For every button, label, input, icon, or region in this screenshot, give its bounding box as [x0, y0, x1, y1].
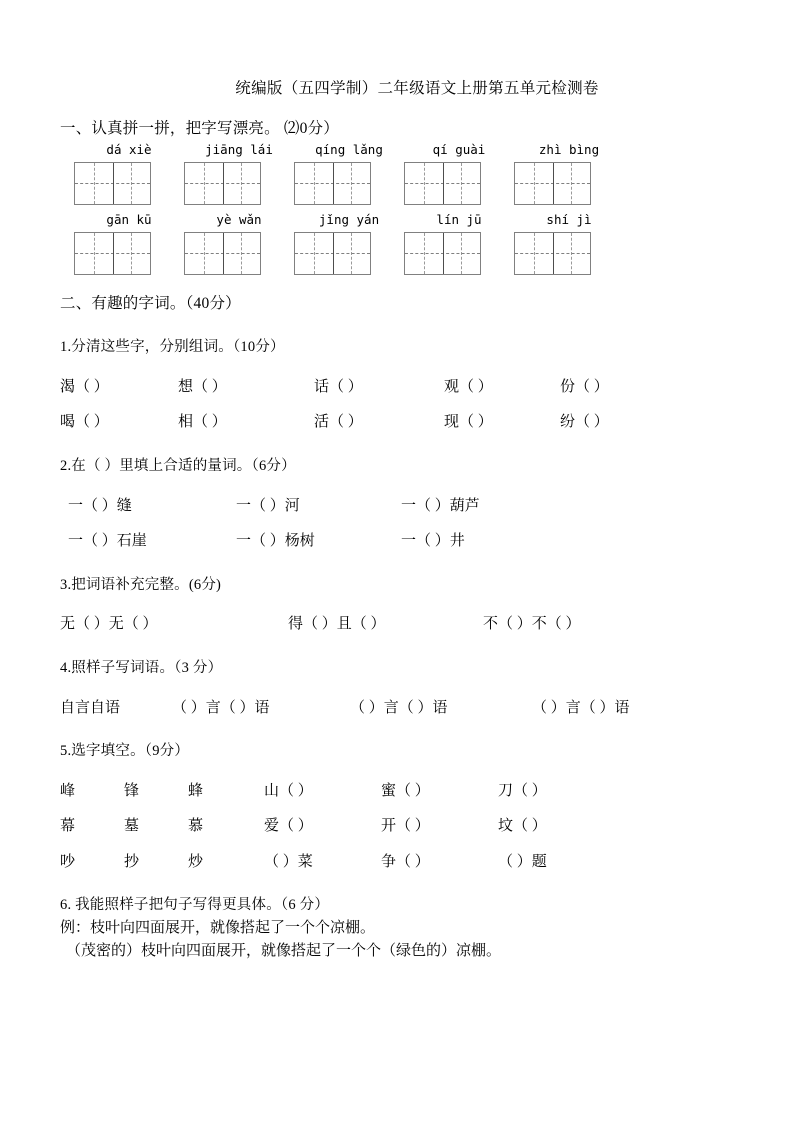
question-2-row-2 [60, 530, 734, 553]
tianzige-box[interactable] [184, 162, 261, 205]
tianzige-box[interactable] [404, 232, 481, 275]
choice-character: 幕 [60, 818, 76, 835]
grid-divider-vertical [333, 233, 334, 274]
choice-blank-cell[interactable]: 争（ ） [381, 853, 430, 870]
pinyin-cell: gān kū [106, 211, 152, 227]
measure-word-cell[interactable]: 一（ ）石崖 [68, 533, 147, 550]
section-heading-one: 一、认真拼一拼，把字写漂亮。 ⑵0分） [60, 119, 339, 137]
tianzige-box[interactable] [74, 232, 151, 275]
question-3-prompt: 3.把词语补充完整。(6分) [60, 576, 222, 593]
writing-grid-slot [404, 162, 514, 205]
question-5-row-1 [60, 780, 734, 803]
choice-blank-cell[interactable]: 刀（ ） [498, 782, 547, 799]
pinyin-cell: qí guài [432, 141, 486, 157]
pinyin-cell: jiāng lái [205, 141, 273, 157]
section-heading-two: 二、有趣的字词。（40分） [60, 294, 241, 312]
writing-grid-slot [404, 232, 514, 275]
grid-divider-vertical [113, 233, 114, 274]
pinyin-cell: yè wǎn [216, 211, 262, 227]
pinyin-cell: shí jì [546, 211, 592, 227]
tianzige-box[interactable] [184, 232, 261, 275]
question-4-row [60, 697, 734, 720]
measure-word-cell[interactable]: 一（ ）井 [401, 533, 465, 550]
grid-divider-vertical [443, 233, 444, 274]
word-pair-cell[interactable]: 渴（ ） [60, 378, 109, 395]
pinyin-cell: qíng lǎng [315, 141, 383, 157]
grid-divider-vertical [443, 163, 444, 204]
choice-blank-cell[interactable]: 开（ ） [381, 818, 430, 835]
word-pair-cell[interactable]: 想（ ） [178, 378, 227, 395]
question-1-row-1 [60, 376, 734, 399]
grid-divider-vertical [553, 233, 554, 274]
page-title: 统编版（五四学制）二年级语文上册第五单元检测卷 [235, 80, 599, 97]
question-2-prompt: 2.在（ ）里填上合适的量词。（6分） [60, 457, 296, 474]
idiom-blank-cell[interactable]: 不（ ）不（ ） [483, 616, 581, 633]
idiom-blank-cell[interactable]: 得（ ）且（ ） [288, 616, 386, 633]
choice-character-group [60, 780, 264, 803]
pinyin-cell: zhì bìng [538, 141, 600, 157]
question-1-row-2 [60, 411, 734, 434]
measure-word-cell[interactable]: 一（ ）杨树 [236, 533, 315, 550]
choice-character-group [60, 851, 264, 874]
choice-character: 墓 [124, 818, 140, 835]
writing-grid-slot [294, 162, 404, 205]
grid-divider-vertical [223, 163, 224, 204]
pinyin-row-1 [60, 140, 734, 160]
question-5-row-3 [60, 851, 734, 874]
grid-divider-vertical [113, 163, 114, 204]
writing-grid-row-2 [60, 232, 734, 275]
grid-divider-vertical [553, 163, 554, 204]
grid-divider-vertical [223, 233, 224, 274]
writing-grid-slot [514, 232, 624, 275]
word-pair-cell[interactable]: 活（ ） [314, 414, 363, 431]
pinyin-cell: lín jū [436, 211, 482, 227]
choice-blank-cell[interactable]: 山（ ） [264, 782, 313, 799]
question-1-prompt: 1.分清这些字，分别组词。（10分） [60, 339, 285, 356]
question-5-row-2 [60, 815, 734, 838]
choice-character-group [60, 815, 264, 838]
writing-grid-slot [74, 162, 184, 205]
word-pair-cell[interactable]: 相（ ） [178, 414, 227, 431]
tianzige-box[interactable] [514, 232, 591, 275]
writing-grid-row-1 [60, 162, 734, 205]
word-pair-cell[interactable]: 观（ ） [444, 378, 493, 395]
pattern-blank-cell[interactable]: （ ）言（ ）语 [172, 699, 270, 716]
question-6-prompt: 6. 我能照样子把句子写得更具体。（6 分） [60, 897, 330, 914]
word-pair-cell[interactable]: 现（ ） [444, 414, 493, 431]
question-2-row-1 [60, 495, 734, 518]
pattern-example: 自言自语 [60, 699, 121, 716]
writing-grid-slot [184, 162, 294, 205]
choice-character: 峰 [60, 782, 76, 799]
tianzige-box[interactable] [294, 232, 371, 275]
writing-grid-slot [184, 232, 294, 275]
pinyin-row-2 [60, 210, 734, 230]
pinyin-cell: jǐng yán [318, 211, 380, 227]
word-pair-cell[interactable]: 喝（ ） [60, 414, 109, 431]
writing-grid-slot [294, 232, 404, 275]
pattern-blank-cell[interactable]: （ ）言（ ）语 [532, 699, 630, 716]
writing-grid-slot [514, 162, 624, 205]
word-pair-cell[interactable]: 纷（ ） [560, 414, 609, 431]
grid-divider-vertical [333, 163, 334, 204]
question-4-prompt: 4.照样子写词语。（3 分） [60, 659, 223, 676]
tianzige-box[interactable] [74, 162, 151, 205]
pinyin-cell: dá xiè [106, 141, 152, 157]
choice-character: 慕 [188, 818, 204, 835]
choice-blank-cell[interactable]: （ ）菜 [264, 853, 313, 870]
question-6-example-line: 例：枝叶向四面展开，就像搭起了一个个凉棚。 [60, 920, 376, 937]
word-pair-cell[interactable]: 话（ ） [314, 378, 363, 395]
choice-character: 炒 [188, 853, 204, 870]
choice-blank-cell[interactable]: 爱（ ） [264, 818, 313, 835]
tianzige-box[interactable] [404, 162, 481, 205]
writing-grid-slot [74, 232, 184, 275]
question-5-prompt: 5.选字填空。（9分） [60, 743, 190, 760]
choice-blank-cell[interactable]: （ ）题 [498, 853, 547, 870]
choice-character: 吵 [60, 853, 76, 870]
tianzige-box[interactable] [294, 162, 371, 205]
pattern-blank-cell[interactable]: （ ）言（ ）语 [350, 699, 448, 716]
tianzige-box[interactable] [514, 162, 591, 205]
choice-character: 抄 [124, 853, 140, 870]
word-pair-cell[interactable]: 份（ ） [560, 378, 609, 395]
measure-word-cell[interactable]: 一（ ）葫芦 [401, 497, 480, 514]
question-3-row [60, 613, 734, 636]
choice-character: 蜂 [188, 782, 204, 799]
measure-word-cell[interactable]: 一（ ）缝 [68, 497, 132, 514]
idiom-blank-cell[interactable]: 无（ ）无（ ） [60, 616, 158, 633]
choice-blank-cell[interactable]: 蜜（ ） [381, 782, 430, 799]
choice-character: 锋 [124, 782, 140, 799]
measure-word-cell[interactable]: 一（ ）河 [236, 497, 300, 514]
question-6-answer-line: （茂密的）枝叶向四面展开，就像搭起了一个个（绿色的）凉棚。 [66, 943, 502, 960]
choice-blank-cell[interactable]: 坟（ ） [498, 818, 547, 835]
